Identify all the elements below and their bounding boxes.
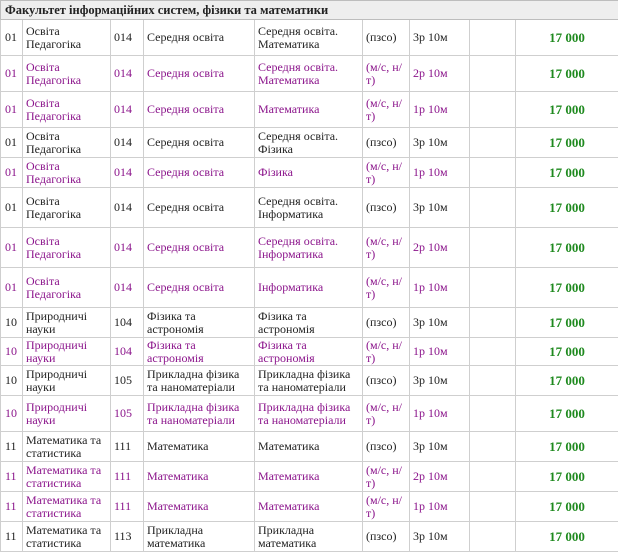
duration-cell: 1р 10м <box>410 396 470 432</box>
branch-name-cell: Освіта Педагогіка <box>23 128 111 158</box>
specialty-name-cell: Середня освіта <box>144 228 255 268</box>
specialty-name-cell: Фізика та астрономія <box>144 308 255 338</box>
empty-cell <box>470 432 516 462</box>
specialty-name-cell: Середня освіта <box>144 158 255 188</box>
branch-code-cell: 10 <box>1 366 23 396</box>
branch-name-cell: Природничі науки <box>23 338 111 366</box>
study-form-cell: (м/с, н/т) <box>363 228 410 268</box>
specialty-code-cell: 111 <box>111 492 144 522</box>
specialty-code-cell: 104 <box>111 308 144 338</box>
specialty-code-cell: 105 <box>111 366 144 396</box>
program-cell: Середня освіта. Математика <box>255 56 363 92</box>
price-cell: 17 000 <box>516 20 618 56</box>
price-cell: 17 000 <box>516 158 618 188</box>
program-cell: Інформатика <box>255 268 363 308</box>
specialty-code-cell: 014 <box>111 128 144 158</box>
specialty-name-cell: Прикладна фізика та наноматеріали <box>144 366 255 396</box>
specialty-name-cell: Фізика та астрономія <box>144 338 255 366</box>
specialty-name-cell: Середня освіта <box>144 128 255 158</box>
specialty-name-cell: Прикладна математика <box>144 522 255 552</box>
empty-cell <box>470 366 516 396</box>
table-row <box>1 462 618 492</box>
program-cell: Фізика <box>255 158 363 188</box>
table-row <box>1 188 618 228</box>
specialty-code-cell: 111 <box>111 462 144 492</box>
specialty-code-cell: 105 <box>111 396 144 432</box>
program-cell: Математика <box>255 432 363 462</box>
branch-name-cell: Природничі науки <box>23 308 111 338</box>
branch-code-cell: 11 <box>1 522 23 552</box>
branch-code-cell: 11 <box>1 492 23 522</box>
duration-cell: 2р 10м <box>410 56 470 92</box>
duration-cell: 3р 10м <box>410 128 470 158</box>
price-cell: 17 000 <box>516 92 618 128</box>
program-cell: Прикладна фізика та наноматеріали <box>255 366 363 396</box>
branch-code-cell: 01 <box>1 188 23 228</box>
program-cell: Середня освіта. Фізика <box>255 128 363 158</box>
branch-name-cell: Освіта Педагогіка <box>23 92 111 128</box>
table-row <box>1 396 618 432</box>
branch-code-cell: 01 <box>1 268 23 308</box>
branch-name-cell: Математика та статистика <box>23 462 111 492</box>
empty-cell <box>470 492 516 522</box>
table-row <box>1 128 618 158</box>
branch-code-cell: 11 <box>1 462 23 492</box>
specialty-code-cell: 014 <box>111 92 144 128</box>
program-cell: Математика <box>255 92 363 128</box>
specialty-code-cell: 014 <box>111 188 144 228</box>
duration-cell: 3р 10м <box>410 522 470 552</box>
price-cell: 17 000 <box>516 462 618 492</box>
program-cell: Середня освіта. Інформатика <box>255 228 363 268</box>
study-form-cell: (м/с, н/т) <box>363 158 410 188</box>
price-cell: 17 000 <box>516 228 618 268</box>
branch-name-cell: Освіта Педагогіка <box>23 268 111 308</box>
table-row <box>1 228 618 268</box>
study-form-cell: (пзсо) <box>363 432 410 462</box>
price-cell: 17 000 <box>516 338 618 366</box>
empty-cell <box>470 228 516 268</box>
empty-cell <box>470 56 516 92</box>
price-cell: 17 000 <box>516 432 618 462</box>
branch-name-cell: Освіта Педагогіка <box>23 158 111 188</box>
duration-cell: 1р 10м <box>410 492 470 522</box>
branch-name-cell: Освіта Педагогіка <box>23 20 111 56</box>
study-form-cell: (пзсо) <box>363 188 410 228</box>
empty-cell <box>470 338 516 366</box>
table-row <box>1 268 618 308</box>
faculty-title: Факультет інформаційних систем, фізики та математики <box>1 1 618 20</box>
table-row <box>1 56 618 92</box>
specialty-code-cell: 104 <box>111 338 144 366</box>
price-cell: 17 000 <box>516 268 618 308</box>
study-form-cell: (м/с, н/т) <box>363 492 410 522</box>
study-form-cell: (м/с, н/т) <box>363 462 410 492</box>
specialty-code-cell: 111 <box>111 432 144 462</box>
branch-code-cell: 01 <box>1 158 23 188</box>
branch-code-cell: 01 <box>1 128 23 158</box>
duration-cell: 3р 10м <box>410 366 470 396</box>
branch-name-cell: Природничі науки <box>23 366 111 396</box>
study-form-cell: (м/с, н/т) <box>363 396 410 432</box>
empty-cell <box>470 20 516 56</box>
duration-cell: 1р 10м <box>410 158 470 188</box>
study-form-cell: (м/с, н/т) <box>363 338 410 366</box>
price-cell: 17 000 <box>516 308 618 338</box>
branch-name-cell: Математика та статистика <box>23 492 111 522</box>
program-cell: Математика <box>255 462 363 492</box>
study-form-cell: (пзсо) <box>363 20 410 56</box>
duration-cell: 1р 10м <box>410 338 470 366</box>
empty-cell <box>470 268 516 308</box>
table-row <box>1 366 618 396</box>
empty-cell <box>470 396 516 432</box>
specialty-name-cell: Математика <box>144 462 255 492</box>
program-cell: Середня освіта. Математика <box>255 20 363 56</box>
price-cell: 17 000 <box>516 522 618 552</box>
table-row <box>1 522 618 552</box>
specialty-name-cell: Прикладна фізика та наноматеріали <box>144 396 255 432</box>
empty-cell <box>470 128 516 158</box>
branch-code-cell: 01 <box>1 20 23 56</box>
branch-code-cell: 10 <box>1 396 23 432</box>
empty-cell <box>470 462 516 492</box>
program-cell: Математика <box>255 492 363 522</box>
empty-cell <box>470 308 516 338</box>
program-cell: Прикладна фізика та наноматеріали <box>255 396 363 432</box>
study-form-cell: (пзсо) <box>363 366 410 396</box>
table-row <box>1 432 618 462</box>
specialty-name-cell: Середня освіта <box>144 92 255 128</box>
specialty-code-cell: 014 <box>111 20 144 56</box>
faculty-header-row <box>1 1 618 20</box>
price-cell: 17 000 <box>516 188 618 228</box>
branch-code-cell: 10 <box>1 308 23 338</box>
specialty-name-cell: Математика <box>144 432 255 462</box>
specialty-code-cell: 014 <box>111 228 144 268</box>
branch-code-cell: 10 <box>1 338 23 366</box>
table-row <box>1 158 618 188</box>
duration-cell: 3р 10м <box>410 20 470 56</box>
price-cell: 17 000 <box>516 366 618 396</box>
duration-cell: 1р 10м <box>410 92 470 128</box>
study-form-cell: (пзсо) <box>363 522 410 552</box>
branch-code-cell: 01 <box>1 56 23 92</box>
table-row <box>1 492 618 522</box>
price-cell: 17 000 <box>516 56 618 92</box>
duration-cell: 2р 10м <box>410 462 470 492</box>
branch-name-cell: Природничі науки <box>23 396 111 432</box>
program-cell: Середня освіта. Інформатика <box>255 188 363 228</box>
table-row <box>1 20 618 56</box>
table-row <box>1 308 618 338</box>
study-form-cell: (пзсо) <box>363 128 410 158</box>
duration-cell: 3р 10м <box>410 308 470 338</box>
empty-cell <box>470 158 516 188</box>
study-form-cell: (м/с, н/т) <box>363 56 410 92</box>
empty-cell <box>470 522 516 552</box>
table-row <box>1 92 618 128</box>
duration-cell: 1р 10м <box>410 268 470 308</box>
branch-name-cell: Освіта Педагогіка <box>23 56 111 92</box>
study-form-cell: (м/с, н/т) <box>363 92 410 128</box>
specialty-code-cell: 014 <box>111 268 144 308</box>
duration-cell: 3р 10м <box>410 432 470 462</box>
price-cell: 17 000 <box>516 492 618 522</box>
specialty-name-cell: Середня освіта <box>144 56 255 92</box>
duration-cell: 2р 10м <box>410 228 470 268</box>
program-cell: Фізика та астрономія <box>255 338 363 366</box>
price-cell: 17 000 <box>516 128 618 158</box>
specialty-name-cell: Середня освіта <box>144 20 255 56</box>
specialty-name-cell: Середня освіта <box>144 268 255 308</box>
duration-cell: 3р 10м <box>410 188 470 228</box>
empty-cell <box>470 92 516 128</box>
specialty-name-cell: Математика <box>144 492 255 522</box>
specialty-code-cell: 014 <box>111 158 144 188</box>
price-cell: 17 000 <box>516 396 618 432</box>
study-form-cell: (м/с, н/т) <box>363 268 410 308</box>
branch-code-cell: 11 <box>1 432 23 462</box>
table-row <box>1 338 618 366</box>
program-cell: Фізика та астрономія <box>255 308 363 338</box>
program-cell: Прикладна математика <box>255 522 363 552</box>
branch-name-cell: Математика та статистика <box>23 432 111 462</box>
study-form-cell: (пзсо) <box>363 308 410 338</box>
branch-name-cell: Освіта Педагогіка <box>23 228 111 268</box>
empty-cell <box>470 188 516 228</box>
specialty-name-cell: Середня освіта <box>144 188 255 228</box>
branch-code-cell: 01 <box>1 92 23 128</box>
branch-code-cell: 01 <box>1 228 23 268</box>
specialty-code-cell: 113 <box>111 522 144 552</box>
specialty-code-cell: 014 <box>111 56 144 92</box>
branch-name-cell: Освіта Педагогіка <box>23 188 111 228</box>
branch-name-cell: Математика та статистика <box>23 522 111 552</box>
